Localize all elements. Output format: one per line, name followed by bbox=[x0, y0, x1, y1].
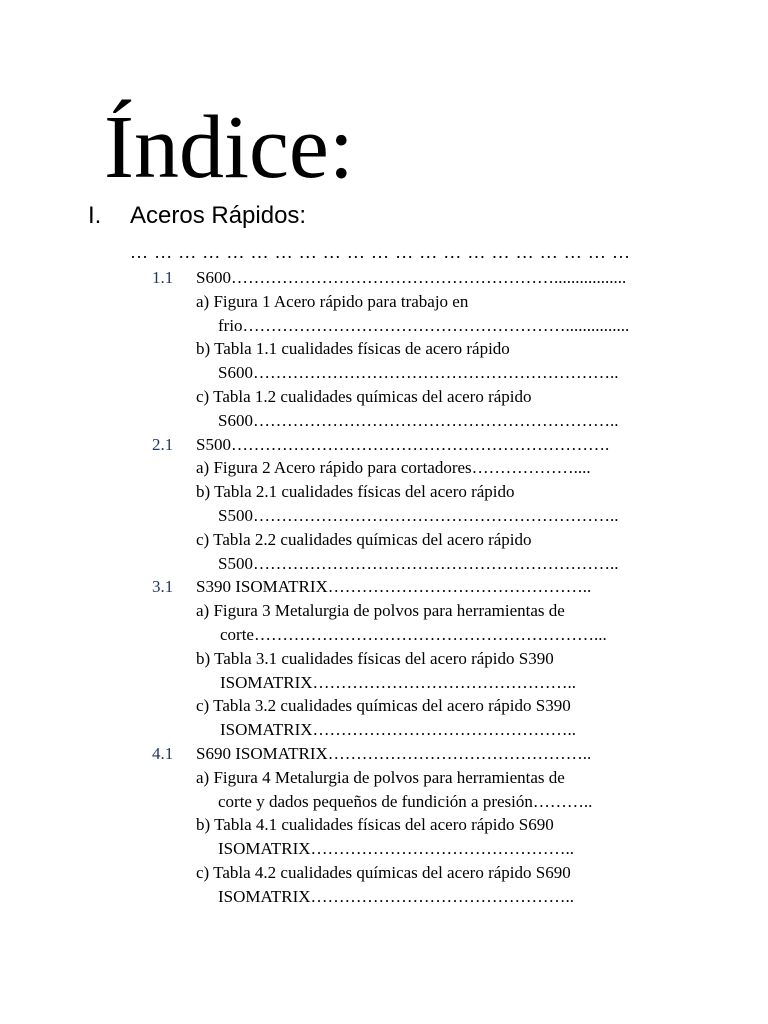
toc-item-continuation: frio…………………………………………………............... bbox=[218, 315, 630, 335]
section-title: S690 ISOMATRIX……………………………………….. bbox=[196, 744, 592, 763]
toc-item-continuation: S500……………………………………………………….. bbox=[218, 506, 619, 525]
toc-item: a) Figura 1 Acero rápido para trabajo en bbox=[196, 291, 469, 311]
toc-item-continuation: corte y dados pequeños de fundición a presión……….. bbox=[218, 791, 593, 811]
section-number: 3.1 bbox=[152, 577, 174, 597]
section-title: S500…………………………………………………………. bbox=[196, 434, 610, 454]
toc-item: c) Tabla 4.2 cualidades químicas del acero rápido S690 bbox=[196, 863, 571, 882]
page-title: Índice: bbox=[104, 98, 354, 197]
chapter-number: I. bbox=[88, 202, 102, 229]
toc-item-continuation: S600……………………………………………………….. bbox=[218, 410, 619, 430]
section-number: 4.1 bbox=[152, 744, 174, 763]
toc-item: c) Tabla 2.2 cualidades químicas del acero rápido bbox=[196, 529, 532, 549]
toc-item: a) Figura 3 Metalurgia de polvos para herramientas de bbox=[196, 601, 565, 621]
toc-item-continuation: ISOMATRIX……………………………………….. bbox=[220, 720, 577, 740]
toc-item: b) Tabla 2.1 cualidades físicas del acero rápido bbox=[196, 482, 515, 502]
toc-item-continuation: S500……………………………………………………….. bbox=[218, 553, 619, 573]
section-number: 2.1 bbox=[152, 434, 174, 454]
section-title: S600…………………………………………………................. bbox=[196, 268, 627, 287]
section-number: 1.1 bbox=[152, 268, 174, 287]
toc-item-continuation: ISOMATRIX……………………………………….. bbox=[218, 839, 575, 859]
toc-item: b) Tabla 1.1 cualidades físicas de acero rápido bbox=[196, 339, 510, 359]
chapter-label: Aceros Rápidos: bbox=[130, 202, 307, 229]
toc-item: a) Figura 4 Metalurgia de polvos para herramientas de bbox=[196, 767, 565, 787]
toc-item-continuation: corte……………………………………………………... bbox=[220, 625, 607, 644]
toc-item: c) Tabla 1.2 cualidades químicas del acero rápido bbox=[196, 387, 532, 406]
toc-item: a) Figura 2 Acero rápido para cortadores……………….... bbox=[196, 458, 591, 478]
toc-item-continuation: ISOMATRIX……………………………………….. bbox=[220, 672, 577, 692]
toc-item-continuation: ISOMATRIX……………………………………….. bbox=[218, 886, 575, 906]
toc-item: b) Tabla 3.1 cualidades físicas del acero rápido S390 bbox=[196, 648, 554, 668]
chapter-leader-dots: … … … … … … … … … … … … … … … … … … … … … bbox=[130, 242, 631, 262]
toc-item: b) Tabla 4.1 cualidades físicas del acero rápido S690 bbox=[196, 815, 554, 835]
section-title: S390 ISOMATRIX……………………………………….. bbox=[196, 577, 592, 597]
toc-item-continuation: S600……………………………………………………….. bbox=[218, 363, 619, 383]
toc-item: c) Tabla 3.2 cualidades químicas del acero rápido S390 bbox=[196, 696, 571, 716]
